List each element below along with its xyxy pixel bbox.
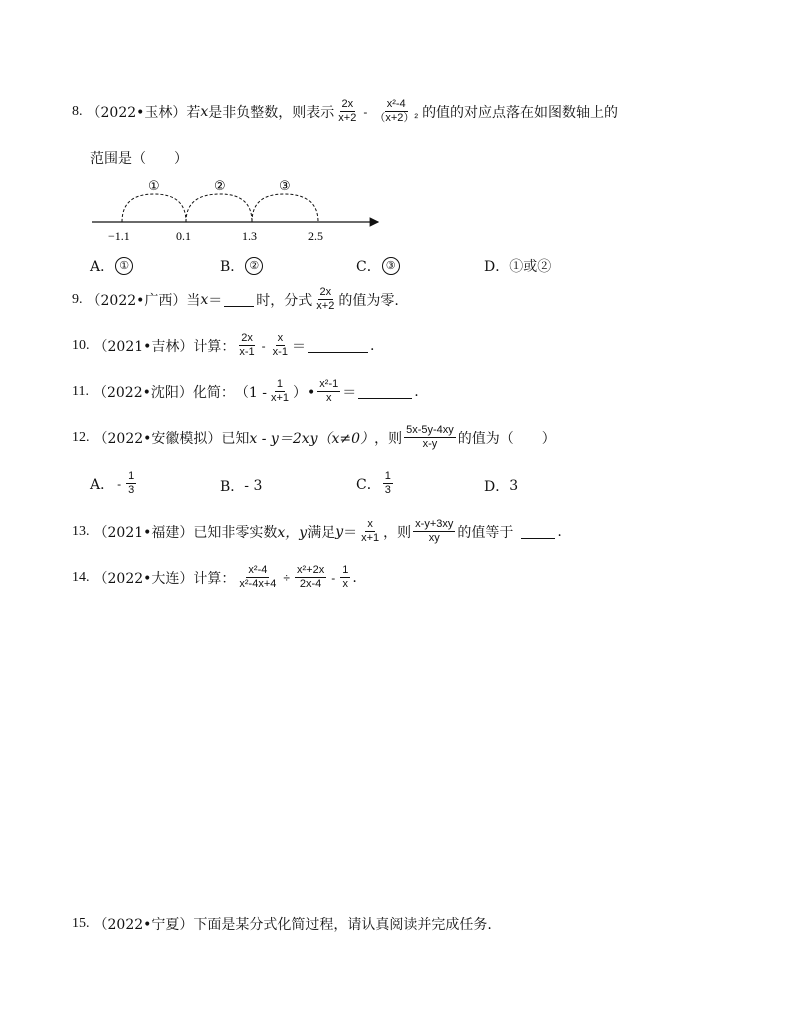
fraction-numerator: 1 — [276, 378, 284, 390]
answer-blank[interactable] — [358, 384, 412, 399]
q12-text: 已知 — [221, 430, 250, 447]
q15-text: 下面是某分式化简过程，请认真阅读并完成任务. — [193, 917, 492, 933]
q8-text: 是非负整数，则表示 — [208, 104, 335, 121]
fraction-numerator: 2x — [319, 286, 332, 298]
region-arc-3 — [252, 194, 318, 222]
fraction-denominator: x+2 — [338, 112, 357, 124]
fraction-numerator: 2x — [241, 332, 253, 344]
q10-number: 10. — [72, 337, 90, 353]
q10-text: 计算： — [193, 338, 236, 355]
q12-number: 12. — [72, 429, 90, 445]
q13-fraction-1 — [359, 518, 381, 545]
q8-option-d — [484, 256, 551, 276]
q11-source: （2022•沈阳） — [92, 384, 193, 401]
q14-fraction-3 — [340, 564, 350, 591]
q11-text: . — [414, 383, 419, 400]
q14-source: （2022•大连） — [93, 570, 194, 587]
q12-expression: x - y＝2xy（x≠0） — [249, 430, 375, 447]
q10-fraction-2 — [271, 332, 290, 359]
q14-text: . — [352, 569, 357, 586]
fraction-numerator: x²+2x — [296, 564, 325, 576]
fraction-numerator: x²-4 — [248, 564, 268, 576]
q14-text: 计算： — [193, 570, 236, 587]
q12-option-d — [484, 476, 518, 496]
fraction-denominator: x-y — [422, 438, 438, 450]
q12-option-a — [90, 470, 138, 497]
equals-sign: ＝ — [291, 338, 306, 355]
q8-text: 范围是（ ） — [90, 151, 188, 167]
q13-text: 已知非零实数 — [193, 524, 278, 541]
q13-text: 的值等于 — [457, 524, 514, 541]
q9-fraction — [314, 286, 336, 313]
q9-text: 的值为零. — [338, 292, 399, 309]
q12-option-b — [220, 476, 262, 496]
option-label: C． — [356, 476, 381, 493]
equals-sign: ＝ — [342, 384, 357, 401]
q10-source: （2021•吉林） — [93, 338, 194, 355]
q8-text: 若 — [186, 104, 201, 121]
q8-text: 的值的对应点落在如图数轴上的 — [422, 104, 619, 121]
equals-sign: ＝ — [343, 524, 358, 541]
region-arc-2 — [186, 194, 252, 222]
fraction-denominator: x+2 — [316, 300, 335, 312]
q8-line2 — [90, 148, 188, 168]
option-text: 3 — [509, 478, 519, 494]
q11-text: （1 - — [234, 384, 267, 401]
q13-vars: x，y — [277, 524, 308, 541]
q8-fraction-2 — [372, 98, 420, 125]
q9-number: 9. — [72, 291, 83, 307]
q9-line — [72, 286, 399, 313]
option-label: B． — [220, 479, 245, 495]
fraction-numerator: x²-4 — [386, 98, 406, 110]
fraction-denominator: x — [342, 578, 349, 590]
q13-number: 13. — [72, 523, 90, 539]
option-label: D． — [484, 259, 510, 275]
fraction-numerator: 1 — [342, 564, 349, 576]
q15-line — [72, 914, 492, 934]
q11-number: 11. — [72, 383, 89, 399]
number-line — [80, 176, 400, 246]
q13-text: . — [557, 523, 562, 540]
option-fraction — [126, 470, 136, 497]
option-label: A． — [90, 259, 115, 275]
q13-text: ，则 — [383, 524, 412, 541]
minus-sign: - — [117, 476, 122, 491]
fraction-numerator: x — [277, 332, 284, 344]
q10-text: . — [369, 337, 375, 354]
minus-sign: - — [363, 104, 368, 119]
fraction-numerator: 1 — [384, 470, 391, 482]
q12-text: ，则 — [374, 430, 403, 447]
q12-fraction — [404, 424, 456, 451]
fraction-denominator: 3 — [128, 484, 135, 496]
q11-text: ）• — [293, 384, 316, 401]
fraction-denominator: x+1 — [270, 392, 290, 404]
option-text: - 3 — [244, 478, 263, 494]
fraction-denominator: 3 — [384, 484, 391, 496]
tick-label: 2.5 — [308, 229, 323, 243]
q12-text: 的值为（ ） — [457, 430, 556, 447]
option-text: ① — [115, 257, 133, 275]
q8-option-a — [90, 256, 134, 276]
q11-fraction-1 — [269, 378, 291, 405]
fraction-numerator: 1 — [128, 470, 135, 482]
fraction-denominator: x-1 — [272, 346, 288, 358]
fraction-denominator: x — [326, 392, 332, 404]
option-label: D． — [484, 479, 510, 495]
q9-var: x — [200, 291, 209, 308]
q13-var: y — [335, 523, 344, 540]
q8-var: x — [200, 103, 209, 120]
q12-line — [72, 424, 556, 451]
q8-number: 8. — [72, 103, 83, 119]
answer-blank[interactable] — [308, 338, 368, 353]
fraction-denominator: （x+2）² — [374, 112, 419, 124]
region-arc-1 — [122, 194, 186, 222]
q15-source: （2022•宁夏） — [93, 917, 194, 933]
q12-option-c — [356, 470, 395, 497]
q8-source: （2022•玉林） — [86, 104, 187, 121]
region-label: ③ — [279, 179, 291, 194]
region-label: ① — [148, 179, 160, 194]
q13-fraction-2 — [413, 518, 455, 545]
option-label: B． — [220, 259, 245, 275]
q14-fraction-1 — [237, 564, 278, 591]
q9-text: ＝ — [208, 292, 223, 309]
tick-label: 1.3 — [242, 229, 257, 243]
q8-option-b — [220, 256, 264, 276]
option-label: C． — [356, 259, 381, 275]
q11-line — [72, 378, 419, 405]
q8-fraction-1 — [336, 98, 358, 125]
answer-blank[interactable] — [224, 292, 254, 307]
q8-line1 — [72, 98, 618, 125]
minus-sign: - — [261, 338, 266, 353]
answer-blank[interactable] — [521, 524, 555, 539]
fraction-denominator: x²-4x+4 — [239, 578, 277, 590]
option-text: ② — [245, 257, 263, 275]
q11-text: 化简： — [192, 384, 235, 401]
tick-label: −1.1 — [108, 229, 130, 243]
q13-line — [72, 518, 562, 545]
q12-source: （2022•安徽模拟） — [93, 430, 222, 447]
tick-label: 0.1 — [176, 229, 191, 243]
fraction-numerator: 2x — [341, 98, 354, 110]
q13-source: （2021•福建） — [93, 524, 194, 541]
minus-sign: - — [331, 570, 336, 585]
q9-text: 当 — [186, 292, 201, 309]
q9-source: （2022•广西） — [86, 292, 187, 309]
fraction-numerator: 5x-5y-4xy — [406, 424, 454, 436]
region-label: ② — [214, 179, 226, 194]
q11-fraction-2 — [317, 378, 340, 405]
q9-text: 时，分式 — [256, 292, 313, 309]
fraction-numerator: x²-1 — [319, 378, 339, 390]
option-text: ③ — [382, 257, 400, 275]
fraction-denominator: x-1 — [239, 346, 255, 358]
option-label: A． — [90, 476, 115, 493]
fraction-denominator: 2x-4 — [299, 578, 322, 590]
fraction-denominator: xy — [428, 532, 440, 544]
fraction-numerator: x — [367, 518, 373, 530]
q8-option-c — [356, 256, 401, 276]
divide-sign: ÷ — [283, 570, 290, 585]
q15-number: 15. — [72, 916, 90, 931]
q14-line — [72, 564, 357, 591]
fraction-numerator: x-y+3xy — [415, 518, 454, 530]
fraction-denominator: x+1 — [361, 532, 380, 544]
option-text: ①或② — [509, 259, 552, 275]
q14-fraction-2 — [295, 564, 326, 591]
q14-number: 14. — [72, 569, 90, 585]
q10-line — [72, 332, 374, 359]
q13-text: 满足 — [307, 524, 336, 541]
option-fraction — [383, 470, 393, 497]
q10-fraction-1 — [237, 332, 256, 359]
